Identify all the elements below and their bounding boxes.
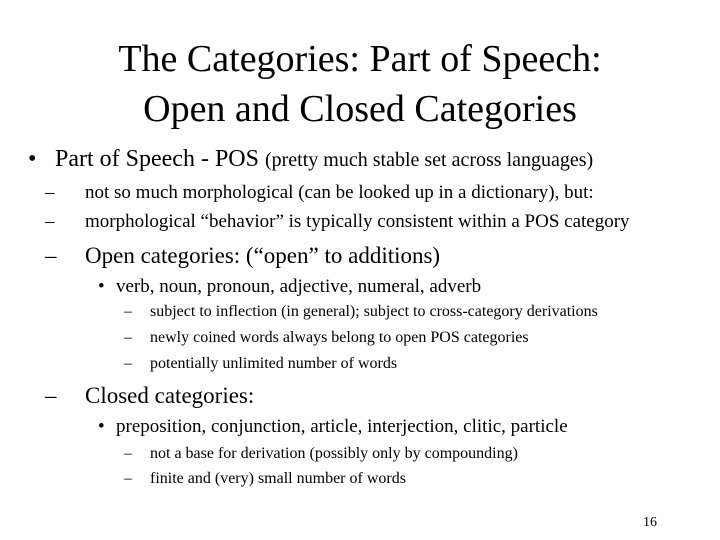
dash-marker: – bbox=[124, 303, 132, 320]
open-categories-examples bbox=[98, 276, 482, 298]
open-categories-heading-text: Open categories: (“open” to additions) bbox=[85, 243, 441, 268]
main-bullet bbox=[28, 146, 594, 173]
main-bullet-text: Part of Speech - POS bbox=[55, 146, 259, 172]
closed-property bbox=[124, 470, 406, 488]
closed-categories-heading bbox=[45, 383, 255, 409]
dash-marker: – bbox=[45, 211, 55, 232]
slide-title bbox=[0, 34, 720, 134]
open-property bbox=[124, 355, 398, 373]
bullet-marker: • bbox=[98, 276, 105, 297]
dash-marker: – bbox=[124, 329, 132, 346]
closed-categories-examples bbox=[98, 416, 568, 438]
dash-marker: – bbox=[124, 470, 132, 487]
sub-item bbox=[45, 211, 630, 233]
closed-categories-examples-text: preposition, conjunction, article, interjection, clitic, particle bbox=[116, 416, 568, 437]
open-property bbox=[124, 329, 529, 347]
page-number: 16 bbox=[643, 515, 657, 530]
main-bullet-aside: (pretty much stable set across languages) bbox=[264, 149, 594, 171]
sub-item bbox=[45, 182, 594, 204]
dash-marker: – bbox=[45, 182, 55, 203]
open-property-text: subject to inflection (in general); subject to cross-category derivations bbox=[150, 303, 598, 320]
open-property-text: potentially unlimited number of words bbox=[150, 355, 398, 372]
closed-property-text: finite and (very) small number of words bbox=[150, 470, 406, 487]
open-categories-examples-text: verb, noun, pronoun, adjective, numeral, adverb bbox=[116, 276, 482, 297]
bullet-marker: • bbox=[28, 146, 37, 172]
title-line-2: Open and Closed Categories bbox=[143, 88, 577, 130]
open-property-text: newly coined words always belong to open POS categories bbox=[150, 329, 529, 346]
dash-marker: – bbox=[45, 383, 57, 408]
bullet-marker: • bbox=[98, 416, 105, 437]
sub-item-text: morphological “behavior” is typically consistent within a POS category bbox=[85, 211, 630, 232]
sub-item-text: not so much morphological (can be looked up in a dictionary), but: bbox=[85, 182, 594, 203]
dash-marker: – bbox=[124, 445, 132, 462]
dash-marker: – bbox=[124, 355, 132, 372]
open-property bbox=[124, 303, 598, 321]
open-categories-heading bbox=[45, 243, 441, 269]
closed-property bbox=[124, 445, 518, 463]
title-line-1: The Categories: Part of Speech: bbox=[118, 38, 602, 80]
closed-property-text: not a base for derivation (possibly only by compounding) bbox=[150, 445, 518, 462]
dash-marker: – bbox=[45, 243, 57, 268]
closed-categories-heading-text: Closed categories: bbox=[85, 383, 255, 408]
